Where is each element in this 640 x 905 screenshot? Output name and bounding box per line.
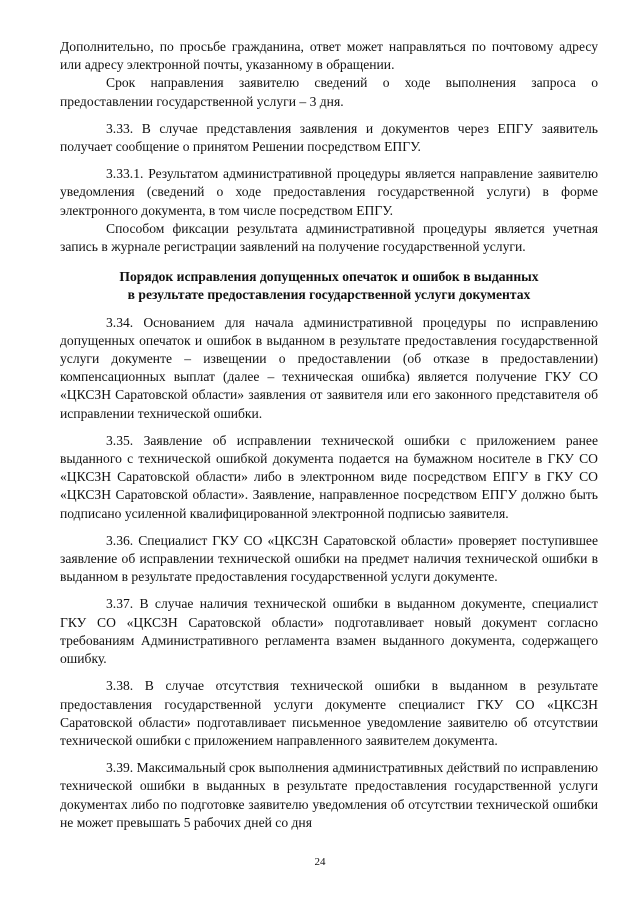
paragraph-3-38: 3.38. В случае отсутствия технической ошибки в выданном в результате предоставления государственной услуги документе специалист ГКУ СО «ЦКСЗН Саратовской области» подготавливает письменное уведомление заявителю об отсутствии технической ошибки с приложением направленного заявителем документа. <box>60 678 598 748</box>
section-heading-line-1: Порядок исправления допущенных опечаток и ошибок в выданных <box>119 269 539 285</box>
page-number: 24 <box>314 856 326 868</box>
section-heading-line-2: в результате предоставления государственной услуги документах <box>127 287 531 303</box>
paragraph-3-34: 3.34. Основанием для начала административной процедуры по исправлению допущенных опечаток и ошибок в выданном в результате предоставления государственной услуги документе – извещении о предоставлении (об отказе в предоставлении) компенсационных выплат (далее – техническая ошибка) является получение ГКУ СО «ЦКСЗН Саратовской области» заявления от заявителя или его законного представителя об исправлении технической ошибки. <box>60 314 598 421</box>
paragraph-3-36: 3.36. Специалист ГКУ СО «ЦКСЗН Саратовской области» проверяет поступившее заявление об исправлении технической ошибки на предмет наличия технической ошибки в выданном в результате предоставления государственной услуги документе. <box>60 532 598 585</box>
paragraph-3-39: 3.39. Максимальный срок выполнения административных действий по исправлению технической ошибки в выданных в результате предоставления государственной услуги документах либо по подготовке заявителю уведомления об отсутствии технической ошибки не может превышать 5 рабочих дней со дня <box>60 760 598 830</box>
paragraph-3-33: 3.33. В случае представления заявления и документов через ЕПГУ заявитель получает сообщение о принятом Решении посредством ЕПГУ. <box>60 120 598 155</box>
paragraph-fixation-method: Способом фиксации результата административной процедуры является учетная запись в журнале регистрации заявлений на получение государственной услуги. <box>60 220 598 255</box>
paragraph-postal-reply: Дополнительно, по просьбе гражданина, ответ может направляться по почтовому адресу или адресу электронной почты, указанному в обращении. <box>60 39 598 73</box>
paragraph-3-37: 3.37. В случае наличия технической ошибки в выданном документе, специалист ГКУ СО «ЦКСЗН Саратовской области» подготавливает новый документ согласно требованиям Административного регламента взамен выданного документа, содержащего ошибку. <box>60 596 598 667</box>
paragraph-3-33-1: 3.33.1. Результатом административной процедуры является направление заявителю уведомления (сведений о ходе предоставления государственной услуги) в форме электронного документа, в том числе посредством ЕПГУ. <box>60 166 598 218</box>
paragraph-status-deadline: Срок направления заявителю сведений о ходе выполнения запроса о предоставлении государственной услуги – 3 дня. <box>60 75 598 109</box>
paragraph-3-35: 3.35. Заявление об исправлении технической ошибки с приложением ранее выданного с технической ошибкой документа подается на бумажном носителе в ГКУ СО «ЦКСЗН Саратовской области» либо в электронном виде посредством ЕПГУ в ГКУ СО «ЦКСЗН Саратовской области». Заявление, направленное посредством ЕПГУ должно быть подписано усиленной квалифицированной электронной подписью заявителя. <box>60 432 598 521</box>
section-heading <box>60 268 598 304</box>
